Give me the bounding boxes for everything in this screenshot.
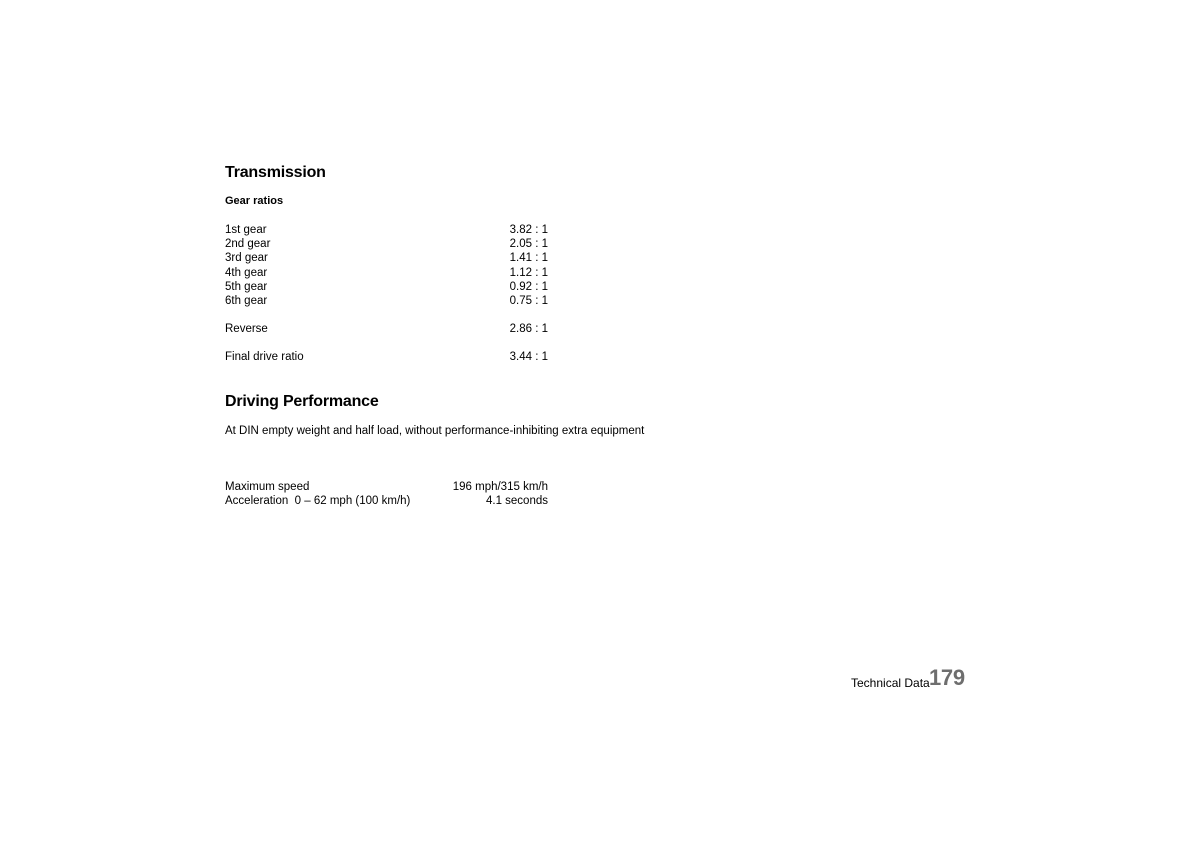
gear-label: 6th gear bbox=[225, 294, 268, 307]
max-speed-value: 196 mph/315 km/h bbox=[452, 481, 548, 493]
final-drive-value: 3.44 : 1 bbox=[509, 351, 548, 363]
gear-label: 3rd gear bbox=[225, 252, 268, 265]
gear-value: 3.82 : 1 bbox=[509, 224, 548, 236]
gear-ratio-table bbox=[225, 223, 548, 308]
reverse-label: Reverse bbox=[225, 323, 268, 335]
final-drive-label: Final drive ratio bbox=[225, 351, 304, 363]
reverse-value: 2.86 : 1 bbox=[509, 323, 548, 335]
acceleration-label: Acceleration 0 – 62 mph (100 km/h) bbox=[225, 495, 411, 507]
gear-row-3rd bbox=[225, 251, 548, 265]
gear-label: 4th gear bbox=[225, 266, 268, 279]
driving-performance-heading: Driving Performance bbox=[225, 393, 379, 410]
gear-value: 0.92 : 1 bbox=[509, 280, 548, 293]
gear-row-5th bbox=[225, 280, 548, 294]
footer-section-title: Technical Data bbox=[851, 676, 930, 690]
gear-row-4th bbox=[225, 266, 548, 280]
gear-row-6th bbox=[225, 294, 548, 308]
transmission-heading: Transmission bbox=[225, 164, 326, 181]
max-speed-label: Maximum speed bbox=[225, 481, 310, 493]
gear-value: 2.05 : 1 bbox=[509, 238, 548, 251]
final-drive-row bbox=[225, 350, 548, 364]
gear-value: 1.41 : 1 bbox=[509, 252, 548, 265]
gear-row-1st bbox=[225, 223, 548, 237]
page-number: 179 bbox=[929, 665, 965, 690]
max-speed-row bbox=[225, 480, 548, 494]
reverse-row bbox=[225, 322, 548, 336]
gear-label: 2nd gear bbox=[225, 238, 271, 251]
gear-row-2nd bbox=[225, 237, 548, 251]
acceleration-row bbox=[225, 494, 548, 508]
gear-label: 5th gear bbox=[225, 280, 268, 293]
gear-value: 1.12 : 1 bbox=[509, 266, 548, 279]
acceleration-value: 4.1 seconds bbox=[485, 495, 548, 507]
gear-value: 0.75 : 1 bbox=[509, 294, 548, 307]
gear-label: 1st gear bbox=[225, 224, 267, 236]
gear-ratios-subheading: Gear ratios bbox=[225, 195, 284, 207]
driving-performance-note: At DIN empty weight and half load, without performance-inhibiting extra equipment bbox=[225, 425, 645, 437]
